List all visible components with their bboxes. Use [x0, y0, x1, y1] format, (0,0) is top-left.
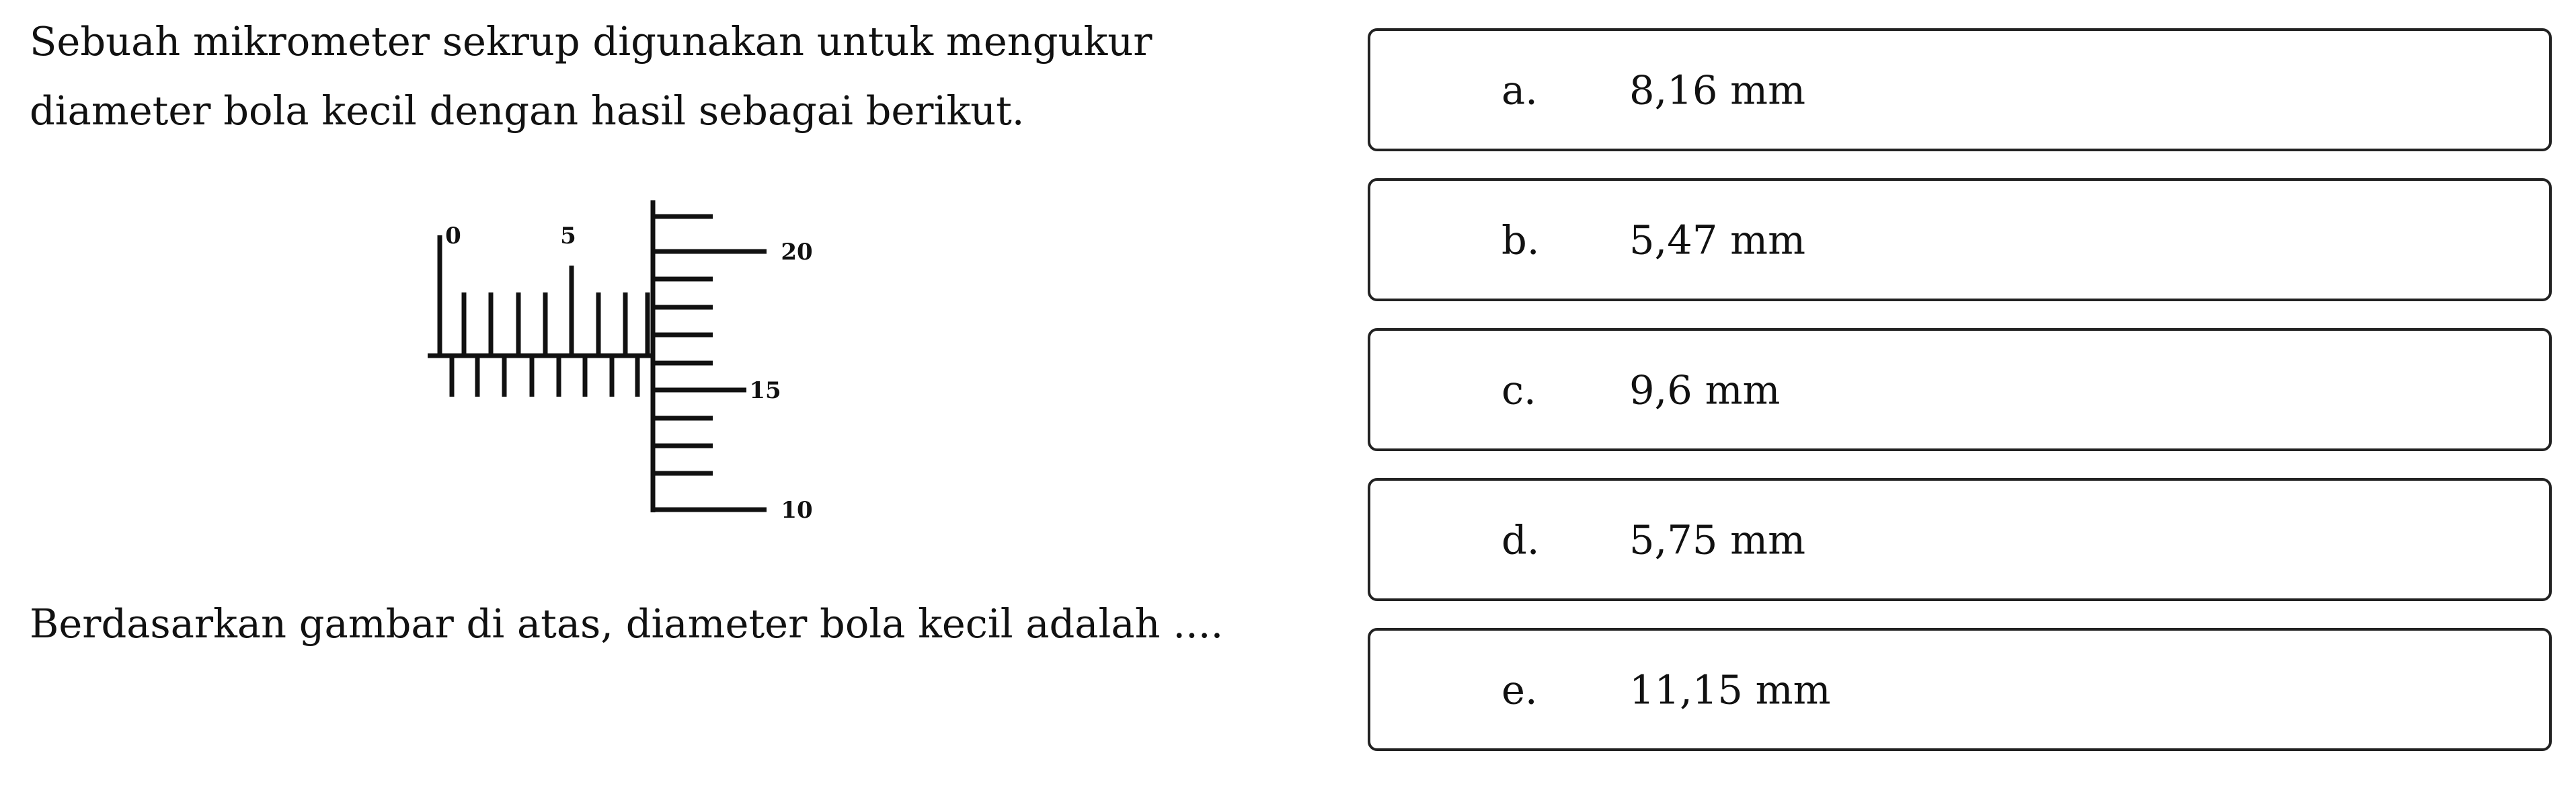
question-text — [30, 7, 1307, 145]
thimble-scale — [653, 200, 767, 512]
option-letter: b. — [1501, 216, 1540, 263]
option-letter: c. — [1501, 366, 1536, 413]
option-value: 11,15 mm — [1629, 666, 1831, 713]
question-line-1: Sebuah mikrometer sekrup digunakan untuk mengukur — [30, 18, 1153, 65]
prompt-text: Berdasarkan gambar di atas, diameter bola kecil adalah .... — [30, 600, 1224, 647]
option-e[interactable] — [1368, 628, 2552, 751]
option-value: 8,16 mm — [1629, 67, 1806, 113]
option-value: 9,6 mm — [1629, 366, 1781, 413]
micrometer-figure — [403, 182, 874, 545]
main-scale-label-0: 0 — [445, 223, 461, 249]
question-line-2: diameter bola kecil dengan hasil sebagai berikut. — [30, 87, 1025, 134]
option-letter: e. — [1501, 666, 1538, 713]
option-a[interactable] — [1368, 28, 2552, 151]
option-d[interactable] — [1368, 478, 2552, 601]
thimble-label-20: 20 — [781, 239, 813, 266]
thimble-label-15: 15 — [749, 377, 781, 404]
option-value: 5,47 mm — [1629, 216, 1806, 263]
thimble-label-10: 10 — [781, 497, 813, 524]
micrometer-diagram — [403, 182, 874, 545]
option-letter: d. — [1501, 516, 1540, 563]
option-letter: a. — [1501, 67, 1538, 113]
option-b[interactable] — [1368, 178, 2552, 301]
option-c[interactable] — [1368, 328, 2552, 451]
option-value: 5,75 mm — [1629, 516, 1806, 563]
answer-options — [1368, 28, 2552, 778]
main-scale — [428, 235, 652, 397]
main-scale-label-5: 5 — [560, 223, 576, 249]
